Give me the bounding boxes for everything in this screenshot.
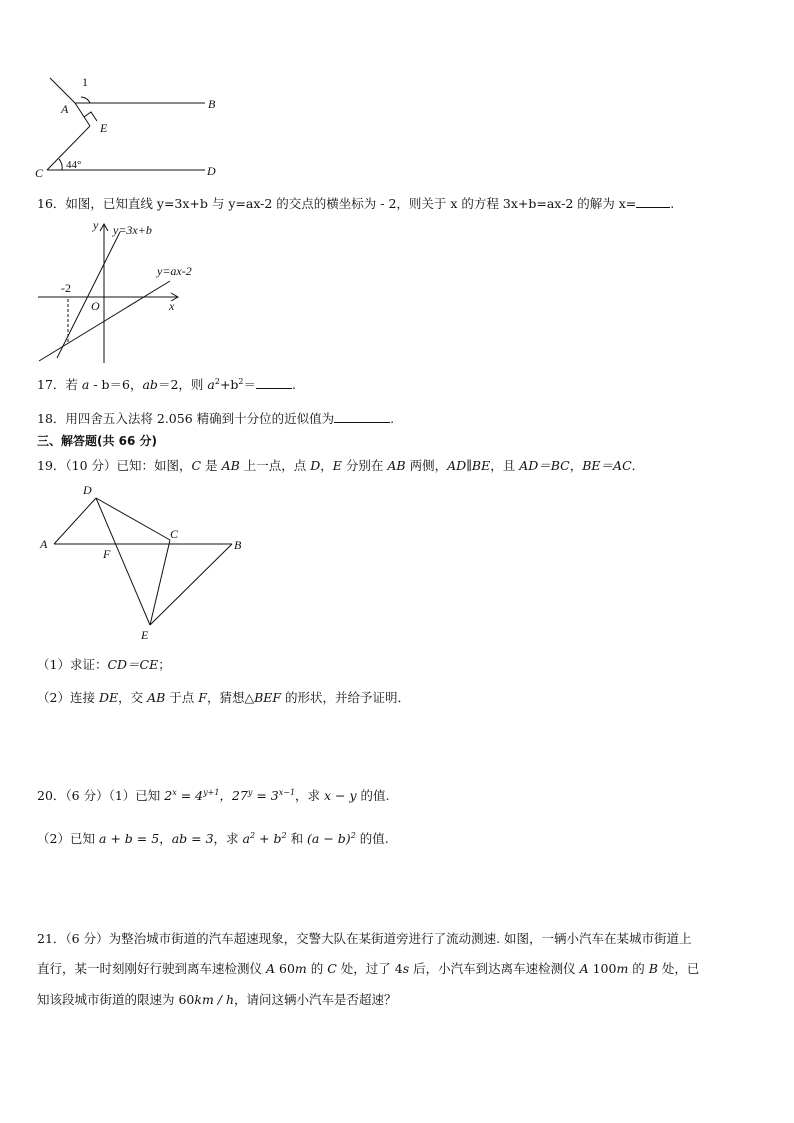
q16-text: 16．如图，已知直线 y=3x+b 与 y=ax-2 的交点的横坐标为 - 2，则关于 x 的方程 3x+b=ax-2 的解为 x= — [37, 196, 637, 211]
figure-triangles — [30, 478, 255, 643]
segment-ce — [150, 540, 170, 625]
question-18: 18．用四舍五入法将 2.056 精确到十分位的近似值为 . — [37, 411, 395, 426]
q16-answer-blank[interactable] — [636, 195, 670, 208]
question-19-part-1: （1）求证：CD＝CE； — [37, 657, 171, 672]
label-b: B — [208, 97, 216, 111]
section-title: 三、解答题(共 66 分) — [37, 434, 158, 448]
label-e: E — [141, 628, 149, 642]
label-b: B — [234, 538, 242, 552]
figure-linear-graphs — [30, 218, 210, 370]
question-20-part-2: （2）已知 a + b = 5，ab = 3，求 $a^2 + b^2$ 和 $(a - b)^2$ 的值. — [37, 830, 389, 846]
segment-ad — [54, 498, 96, 544]
label-1: 1 — [82, 75, 88, 89]
label-44-degrees: 44° — [66, 159, 82, 171]
angle-44-arc — [59, 159, 62, 170]
question-21-line-3: 知该段城市街道的限速为 60km / h，请问这辆小汽车是否超速？ — [37, 992, 397, 1007]
question-19: 19．（10 分）已知：如图，C 是 AB 上一点，点 D，E 分别在 AB 两侧，AD∥BE，且 AD＝BC，BE＝AC． — [37, 458, 645, 473]
transversal-line — [50, 78, 75, 103]
expr-a-minus-b-squared: $(a - b)^2$ — [307, 830, 356, 846]
question-16: 16．如图，已知直线 y=3x+b 与 y=ax-2 的交点的横坐标为 - 2，则关于 x 的方程 3x+b=ax-2 的解为 x= . — [37, 196, 675, 211]
segment-dc — [96, 498, 170, 540]
label-y: y — [93, 218, 99, 232]
question-21-line-1: 21．（6 分）为整治城市街道的汽车超速现象，交警大队在某街道旁进行了流动测速. 如图，一辆小汽车在某城市街道上 — [37, 931, 692, 946]
question-20-part-1: 20．（6 分）（1）已知 $2^x = 4^{y+1}$，$27^y = 3^{x-1}$，求 x − y 的值. — [37, 787, 390, 803]
segment-be — [150, 544, 232, 625]
q17-answer-blank[interactable] — [256, 376, 292, 389]
label-a: A — [61, 102, 69, 116]
equation-1: $2^x = 4^{y+1}$，$27^y = 3^{x-1}$ — [164, 787, 296, 803]
label-d: D — [207, 164, 216, 178]
label-e: E — [100, 121, 108, 135]
question-21-line-2: 直行，某一时刻刚好行驶到离车速检测仪 A 60m 的 C 处，过了 4s 后，小汽车到达离车速检测仪 A 100m 的 B 处，已 — [37, 961, 700, 976]
question-19-part-2: （2）连接 DE，交 AB 于点 F，猜想△BEF 的形状，并给予证明． — [37, 690, 411, 705]
segment-de — [96, 498, 150, 625]
label-d: D — [83, 483, 92, 497]
question-17: 17．若 a - b＝6，ab＝2，则 $a^2+b^2=$ . — [37, 376, 297, 392]
label-a: A — [40, 537, 48, 551]
line-y-3x-b — [57, 232, 120, 358]
angle-1-arc — [81, 97, 90, 103]
label-origin: O — [91, 299, 100, 313]
label-line2: y=ax-2 — [157, 264, 192, 278]
label-f: F — [103, 547, 111, 561]
label-c: C — [170, 527, 179, 541]
figure-parallel-lines — [30, 70, 230, 182]
q18-answer-blank[interactable] — [334, 410, 390, 423]
label-neg2: -2 — [61, 281, 71, 295]
label-c: C — [35, 166, 44, 180]
label-line1: y=3x+b — [113, 223, 152, 237]
label-x: x — [169, 299, 175, 313]
expr-a2-b2: $a^2 + b^2$ — [242, 830, 287, 846]
